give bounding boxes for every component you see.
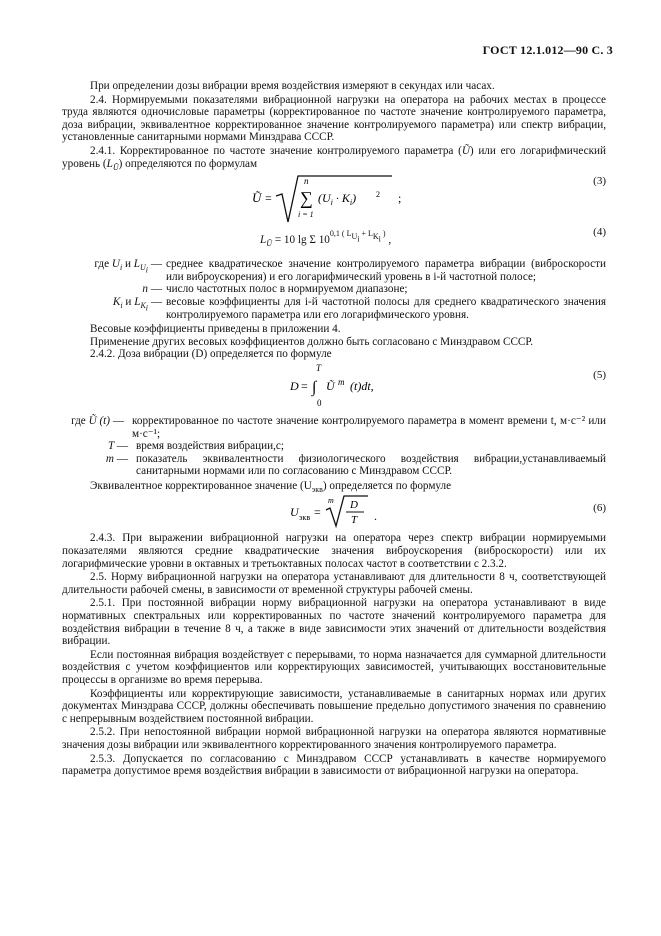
definition-row: [62, 453, 606, 478]
svg-text:T: T: [316, 362, 322, 373]
svg-text:T: T: [351, 514, 358, 527]
definition-text: корректированное по частоте значение контролируемого параметра в момент времени t, м·с⁻² или м·с⁻¹;: [132, 414, 606, 440]
formula-3-graphic: [252, 170, 492, 226]
equation-number-5: (5): [593, 368, 606, 381]
text-fragment: ) или его логарифмический уровень (: [62, 144, 607, 170]
svg-text:=: =: [314, 505, 321, 520]
svg-text:D: D: [290, 378, 299, 393]
svg-text:U: U: [290, 505, 299, 520]
formula-4-lhs-symbol: $L_Ũ$: [260, 234, 273, 249]
formula-4-exponent: 0,1 ( LUi + LKi ): [329, 229, 386, 244]
formula-6-graphic: [290, 492, 450, 532]
paragraph-2-4-1: [62, 145, 606, 170]
svg-text:m: m: [338, 376, 345, 387]
definition-text: показатель эквивалентности физиологического воздействия вибрации,устанавливаемый санитарными нормами или по согласованию с Минздравом СССР.: [136, 452, 606, 478]
text-fragment: Эквивалентное корректированное значение (U: [90, 479, 312, 492]
definition-row: [62, 296, 606, 321]
definition-term: где Ũ (t) —: [71, 414, 124, 427]
definition-text: время воздействия вибрации,с;: [136, 440, 284, 453]
formula-3: [62, 170, 606, 226]
formula-6: [62, 492, 606, 532]
paragraph-coefficients: Коэффициенты или корректирующие зависимости, устанавливаемые в санитарных нормах или других документах Минздрава СССР, должны обеспечивать повышение предельно допустимого значения по сравнению с непрерывным воздействием постоянной вибрации.: [62, 687, 606, 725]
page-header: ГОСТ 12.1.012—90 С. 3: [482, 43, 613, 57]
svg-text:2: 2: [376, 190, 380, 200]
definition-row: [32, 258, 606, 283]
svg-text:m: m: [328, 496, 334, 506]
definitions-list-1: [62, 258, 606, 321]
formula-4-expression: 10 lg Σ 10: [283, 234, 330, 247]
formula-4-body: $L_Ũ = 10$ lg Σ $10^{0,1 ( L_{U_i} + L_{K_i} )}$ ,: [260, 229, 392, 249]
definition-term: m —: [105, 452, 128, 465]
paragraph-2-5-2: 2.5.2. При непостоянной вибрации нормой вибрационной нагрузки на оператора являются нормативные значения дозы вибрации или эквивалентного корректированного значения контролируемого параметра.: [62, 726, 606, 751]
definition-term: $K_i$ и $L_{K_i}$ —: [112, 295, 162, 313]
svg-text:=: =: [265, 191, 272, 206]
paragraph-2-5-1: 2.5.1. При постоянной вибрации норму вибрационной нагрузки на оператора устанавливают в виде нормативных спектральных или корректированных по частоте значений контролируемого параметра для воздействия вибрации в течение 8 ч, а также в виде зависимости этих значений от длительности воздействия вибрации.: [62, 597, 606, 648]
definition-text: число частотных полос в нормируемом диапазоне;: [166, 283, 408, 296]
formula-4: [62, 226, 606, 254]
svg-text:∑: ∑: [300, 188, 313, 209]
svg-text:n: n: [304, 176, 309, 187]
paragraph-2-5-3: 2.5.3. Допускается по согласованию с Минздравом СССР устанавливать в качестве нормируемого параметра допустимое время воздействия вибрации в зависимости от вибрационной нагрузки на оператора.: [62, 752, 606, 778]
formula-5: [62, 361, 606, 411]
definition-text: среднее квадратическое значение контролируемого параметра вибрации (виброскорости или виброускорения) и его логарифмический уровень в i-й частотной полосе;: [166, 258, 606, 283]
svg-text:.: .: [374, 509, 377, 524]
definition-row: [62, 283, 606, 296]
paragraph-weights: Весовые коэффициенты приведены в приложении 4.: [90, 323, 341, 336]
definition-row: [32, 415, 606, 440]
svg-text:Ũ: Ũ: [252, 190, 262, 206]
paragraph-2-4-2: 2.4.2. Доза вибрации (D) определяется по формуле: [90, 348, 332, 361]
svg-text:(t)dt,: (t)dt,: [350, 378, 374, 393]
equation-number-3: (3): [593, 175, 606, 188]
paragraph-other-weights: Применение других весовых коэффициентов должно быть согласовано с Минздравом СССР.: [90, 335, 534, 348]
paragraph-breaks: Если постоянная вибрация воздействует с перерывами, то норма назначается для суммарной длительности воздействия с учетом коэффициентов или корректирующих зависимостей, учитывающих восстановительные процессы в организме во время перерыва.: [62, 648, 606, 686]
paragraph-equivalent: Эквивалентное корректированное значение $(U_{экв})$ определяется по формуле: [90, 479, 452, 495]
paragraph-2-4-3: 2.4.3. При выражении вибрационной нагрузки на оператора через спектр вибрации нормируемыми показателями являются средние квадратические значения виброускорения (виброскорости) или их логарифмические уровни в октавных и третьоктавных полосах частот в соответствии с 2.3.2.: [62, 532, 606, 570]
symbol-u-tilde: Ũ: [461, 144, 470, 157]
definition-text: весовые коэффициенты для i-й частотной полосы для среднего квадратического значения контролируемого параметра или его логарифмического уровня.: [166, 295, 606, 321]
svg-text:D: D: [350, 499, 358, 512]
text-fragment: 2.4.1. Корректированное по частоте значение контролируемого параметра (: [90, 144, 462, 157]
paragraph-2-4: 2.4. Нормируемыми показателями вибрационной нагрузки на оператора на рабочих местах в процессе труда являются одночисловые параметры (корректированное по частоте значение контролируемого параметра, доза вибрации, эквивалентное корректированное значение контролируемого параметра) или спектр вибрации, установленные санитарными нормами Минздрава СССР.: [62, 93, 606, 144]
document-body: [62, 80, 606, 778]
svg-text:0: 0: [317, 397, 322, 408]
equation-number-6: (6): [593, 502, 606, 515]
exponent-text: 0,1 ( L: [329, 229, 352, 239]
definition-term: T —: [107, 440, 128, 453]
definition-term: где $U_i$ и $L_{U_i}$ —: [94, 258, 162, 275]
svg-text:(Ui · Ki): $(U_i \cdot K_i)$: [318, 191, 357, 208]
svg-text:Ũ: Ũ: [326, 378, 335, 393]
svg-text:=: =: [301, 378, 308, 393]
formula-5-graphic: [290, 361, 490, 411]
definitions-list-2: [62, 415, 606, 478]
definition-row: [62, 440, 606, 453]
svg-text:;: ;: [398, 191, 402, 206]
paragraph-dose-time: При определении дозы вибрации время воздействия измеряют в секундах или часах.: [90, 80, 495, 92]
paragraph-2-5: 2.5. Норму вибрационной нагрузки на оператора устанавливают для длительности 8 ч, соответствующей длительности рабочей смены, в зависимости от временной структуры рабочей смены.: [62, 571, 606, 596]
equation-number-4: (4): [593, 226, 606, 239]
symbol-l-u: $L_Ũ$: [106, 157, 119, 172]
svg-text:экв: экв: [299, 513, 311, 523]
text-fragment: ) определяются по формулам: [118, 157, 258, 170]
definition-term: n —: [142, 283, 162, 296]
svg-text:i = 1: i = 1: [298, 210, 314, 220]
text-fragment: ) определяется по формуле: [322, 479, 452, 492]
svg-text:∫: ∫: [312, 378, 317, 396]
